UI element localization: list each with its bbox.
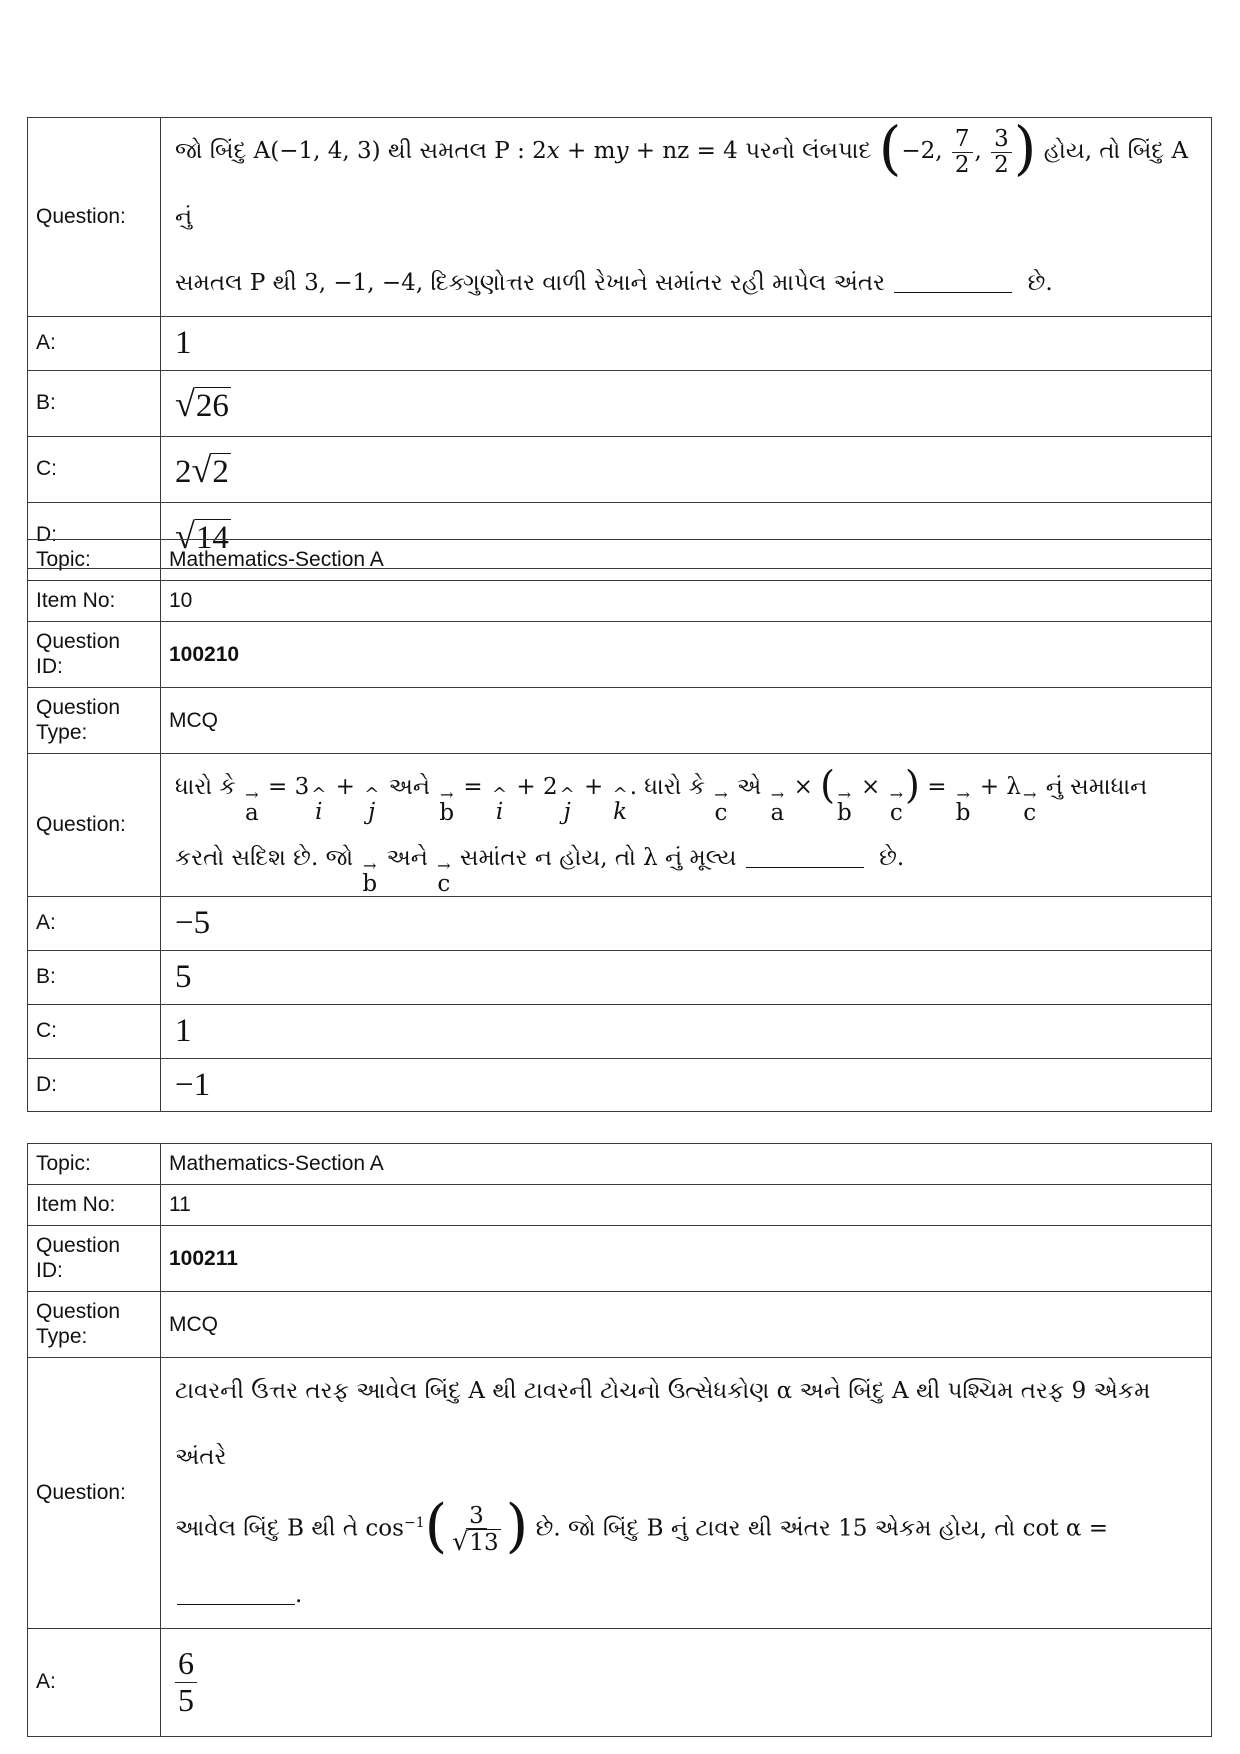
question-label: Question: (28, 754, 161, 897)
unit-vector-j: ^ j (364, 784, 380, 825)
option-row-c (28, 437, 1212, 503)
option-label-a: A: (28, 897, 161, 951)
question-row (28, 1358, 1212, 1629)
topic-label: Topic: (28, 540, 161, 581)
question-id-label: Question ID: (28, 622, 161, 688)
vector-c: → c (714, 785, 728, 826)
question-id-value: 100211 (161, 1226, 1212, 1292)
question-text-end: છે. (1027, 270, 1053, 296)
answer-blank (746, 867, 864, 868)
math-variable: x (546, 138, 560, 164)
option-value-a (161, 1628, 1212, 1736)
sqrt-expression: √14 (175, 515, 229, 556)
item-no-label: Item No: (28, 581, 161, 622)
option-value-d: −1 (161, 1059, 1212, 1112)
option-label-a: A: (28, 1628, 161, 1736)
vector-a: → a (770, 785, 785, 826)
vector-c: → c (437, 856, 451, 897)
topic-row (28, 540, 1212, 581)
question-text-part: + nz = 4 પરનો લંબપાદ (628, 138, 872, 164)
option-row-a (28, 317, 1212, 371)
option-label-b: B: (28, 951, 161, 1005)
option-value-c: 2√2 (161, 437, 1212, 503)
item-no-row (28, 581, 1212, 622)
vector-b: → b (362, 856, 378, 897)
question-text-part: હોય, તો બિંદુ A નું (175, 138, 1189, 230)
fraction-6-5: $\frac{6}{5}$ (175, 1646, 197, 1717)
question-type-value: MCQ (161, 688, 1212, 754)
question-block-3 (27, 1143, 1212, 1737)
question-text: જો બિંદુ A(−1, 4, 3) થી સમતલ P : 2x + my + nz = 4 પરનો લંબપાદ (−2, $\frac{7}{2}$ , $\frac{3}{2}$ ) હોય, તો બિંદુ A નું સમતલ P થી 3, −1, −4, દિક્ગુણોત્તર વાળી રેખાને સમાંતર રહી માપેલ અંતર છે. (161, 118, 1212, 317)
option-row-b (28, 371, 1212, 437)
unit-vector-i: ^ i (491, 784, 508, 825)
option-label-c: C: (28, 1005, 161, 1059)
option-row-a (28, 897, 1212, 951)
question-type-label: Question Type: (28, 688, 161, 754)
question-text-part: + m (559, 138, 616, 164)
topic-label: Topic: (28, 1144, 161, 1185)
vector-a: → a (244, 785, 259, 826)
option-value-b: 5 (161, 951, 1212, 1005)
question-row (28, 118, 1212, 317)
right-paren: ) (505, 1491, 529, 1560)
item-no-value: 10 (161, 581, 1212, 622)
question-id-label: Question ID: (28, 1226, 161, 1292)
question-text: ટાવરની ઉત્તર તરફ આવેલ બિંદુ A થી ટાવરની ટોચનો ઉત્સેધકોણ α અને બિંદુ A થી પશ્ચિમ તરફ 9 એકમ અંતરે આવેલ બિંદુ B થી તે $\cos^{-1}$( $\frac{3}{√13}$ ) છે. જો બિંદુ B નું ટાવર થી અંતર 15 એકમ હોય, તો cot α = . (161, 1358, 1212, 1629)
option-label-a: A: (28, 317, 161, 371)
coordinate-value: −2, (901, 138, 943, 164)
question-type-row (28, 1292, 1212, 1358)
unit-vector-j: ^ j (559, 784, 575, 825)
vector-c: → c (1023, 785, 1037, 826)
question-text-line2: સમતલ P થી 3, −1, −4, દિક્ગુણોત્તર વાળી રેખાને સમાંતર રહી માપેલ અંતર (175, 270, 886, 296)
left-paren: ( (424, 1491, 448, 1560)
question-type-label: Question Type: (28, 1292, 161, 1358)
question-text-line1: ટાવરની ઉત્તર તરફ આવેલ બિંદુ A થી ટાવરની ટોચનો ઉત્સેધકોણ α અને બિંદુ A થી પશ્ચિમ તરફ 9 એકમ અંતરે (175, 1378, 1151, 1470)
left-paren: ( (820, 763, 835, 807)
question-block-1 (27, 114, 1212, 569)
option-row-c (28, 1005, 1212, 1059)
topic-value: Mathematics-Section A (161, 540, 1212, 581)
unit-vector-k: ^ k (612, 784, 628, 825)
option-value-b (161, 371, 1212, 437)
option-row-d (28, 1059, 1212, 1112)
math-variable: y (615, 138, 629, 164)
topic-value: Mathematics-Section A (161, 1144, 1212, 1185)
answer-blank (894, 292, 1012, 293)
question-id-row (28, 1226, 1212, 1292)
vector-b: → b (439, 785, 455, 826)
question-text: ધારો કે → a = 3 ^ i + ^ j અને → b = ^ i + 2 ^ j + ^ k . ધારો કે → c એ → a × ( → b × → c ) = → b + λ → c નું સમાધાન કરતો સદિશ છે. જો → b અને → c સમાંતર ન હોય, તો λ નું મૂલ્ય છે. (161, 754, 1212, 897)
option-row-a (28, 1628, 1212, 1736)
fraction-3-2: $\frac{3}{2}$ (991, 127, 1012, 176)
option-value-a: −5 (161, 897, 1212, 951)
option-label-d: D: (28, 1059, 161, 1112)
vector-c: → c (889, 785, 904, 826)
right-paren: ) (1013, 114, 1037, 182)
item-no-row (28, 1185, 1212, 1226)
question-block-2 (27, 539, 1212, 1112)
question-id-row (28, 622, 1212, 688)
question-text-part: જો બિંદુ A(−1, 4, 3) થી સમતલ P : 2 (175, 138, 547, 164)
item-no-value: 11 (161, 1185, 1212, 1226)
option-row-b (28, 951, 1212, 1005)
option-value-a: 1 (161, 317, 1212, 371)
question-type-value: MCQ (161, 1292, 1212, 1358)
fraction-7-2: $\frac{7}{2}$ (952, 127, 973, 176)
question-id-value: 100210 (161, 622, 1212, 688)
option-value-c: 1 (161, 1005, 1212, 1059)
option-label-b: B: (28, 371, 161, 437)
option-label-d: D: (28, 503, 161, 569)
sqrt-expression: √2 (191, 449, 229, 490)
topic-row (28, 1144, 1212, 1185)
answer-blank (177, 1604, 295, 1605)
fraction-3-sqrt13: $\frac{3}{√13}$ (452, 1502, 499, 1556)
unit-vector-i: ^ i (311, 784, 327, 825)
item-no-label: Item No: (28, 1185, 161, 1226)
option-label-c: C: (28, 437, 161, 503)
question-row (28, 754, 1212, 897)
vector-b: → b (955, 785, 971, 826)
sqrt-expression: √26 (175, 383, 229, 424)
vector-b: → b (837, 785, 852, 826)
right-paren: ) (905, 763, 920, 807)
inverse-superscript: −1 (403, 1515, 425, 1531)
question-label: Question: (28, 1358, 161, 1629)
question-label: Question: (28, 118, 161, 317)
question-type-row (28, 688, 1212, 754)
left-paren: ( (878, 114, 902, 182)
